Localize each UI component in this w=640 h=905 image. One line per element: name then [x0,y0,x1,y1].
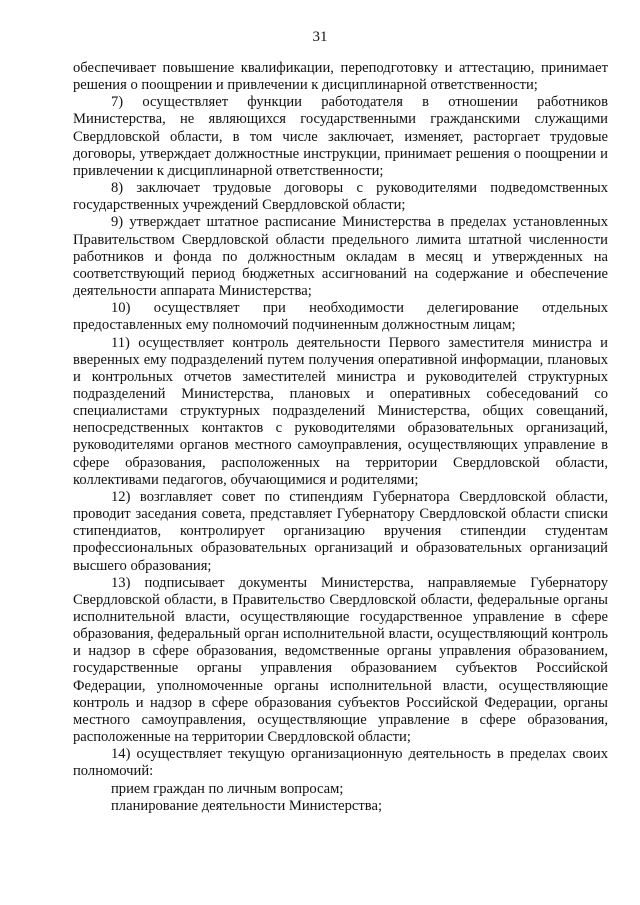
sub-item-citizen-reception: прием граждан по личным вопросам; [111,780,344,797]
paragraph-item-9: 9) утверждает штатное расписание Министерства в пределах установленных Правительством Свердловской области предельного лимита штатной численности работников и фонда по должностным окладам в месяц и утвержденных на соответствующий период бюджетных ассигнований на содержание и обеспечение деятельности аппарата Министерства; [73,214,608,300]
paragraph-item-12: 12) возглавляет совет по стипендиям Губернатора Свердловской области, проводит заседания совета, представляет Губернатору Свердловской области списки стипендиатов, контролирует организацию вручения стипендии студентам профессиональных образовательных организаций и образовательных организаций высшего образования; [73,488,608,574]
paragraph-item-8: 8) заключает трудовые договоры с руководителями подведомственных государственных учреждений Свердловской области; [73,180,608,214]
paragraph-item-10: 10) осуществляет при необходимости делегирование отдельных предоставленных ему полномочий подчиненным должностным лицам; [73,300,608,334]
paragraph-item-14: 14) осуществляет текущую организационную деятельность в пределах своих полномочий: [73,746,608,780]
sub-item-activity-planning: планирование деятельности Министерства; [111,797,383,814]
document-body [73,60,608,815]
page-number: 31 [312,29,328,45]
paragraph-item-7: 7) осуществляет функции работодателя в отношении работников Министерства, не являющихся государственными гражданскими служащими Свердловской области, в том числе заключает, изменяет, расторгает трудовые договоры, утверждает должностные инструкции, принимает решения о поощрении и привлечении к дисциплинарной ответственности; [73,94,608,179]
paragraph-continuation: обеспечивает повышение квалификации, переподготовку и аттестацию, принимает решения о поощрении и привлечении к дисциплинарной ответственности; [73,60,608,94]
paragraph-item-13: 13) подписывает документы Министерства, направляемые Губернатору Свердловской области, в Правительство Свердловской области, федеральные органы исполнительной власти, осуществляющие государственное управление в сфере образования, федеральный орган исполнительной власти, осуществляющий контроль и надзор в сфере образования, ведомственные органы управления образованием, государственные органы управления образованием субъектов Российской Федерации, уполномоченные органы исполнительной власти, осуществляющие контроль и надзор в сфере образования субъектов Российской Федерации, органы местного самоуправления, осуществляющие управление в сфере образования, расположенные на территории Свердловской области; [73,574,608,746]
paragraph-item-11: 11) осуществляет контроль деятельности Первого заместителя министра и вверенных ему подразделений путем получения оперативной информации, плановых и контрольных отчетов заместителей министра и руководителей структурных подразделений Министерства, плановых и оперативных собеседований со специалистами структурных подразделений Министерства, общих совещаний, непосредственных контактов с руководителями образовательных организаций, руководителями органов местного самоуправления, осуществляющих управление в сфере образования, расположенных на территории Свердловской области, коллективами педагогов, обучающимися и родителями; [73,334,608,488]
